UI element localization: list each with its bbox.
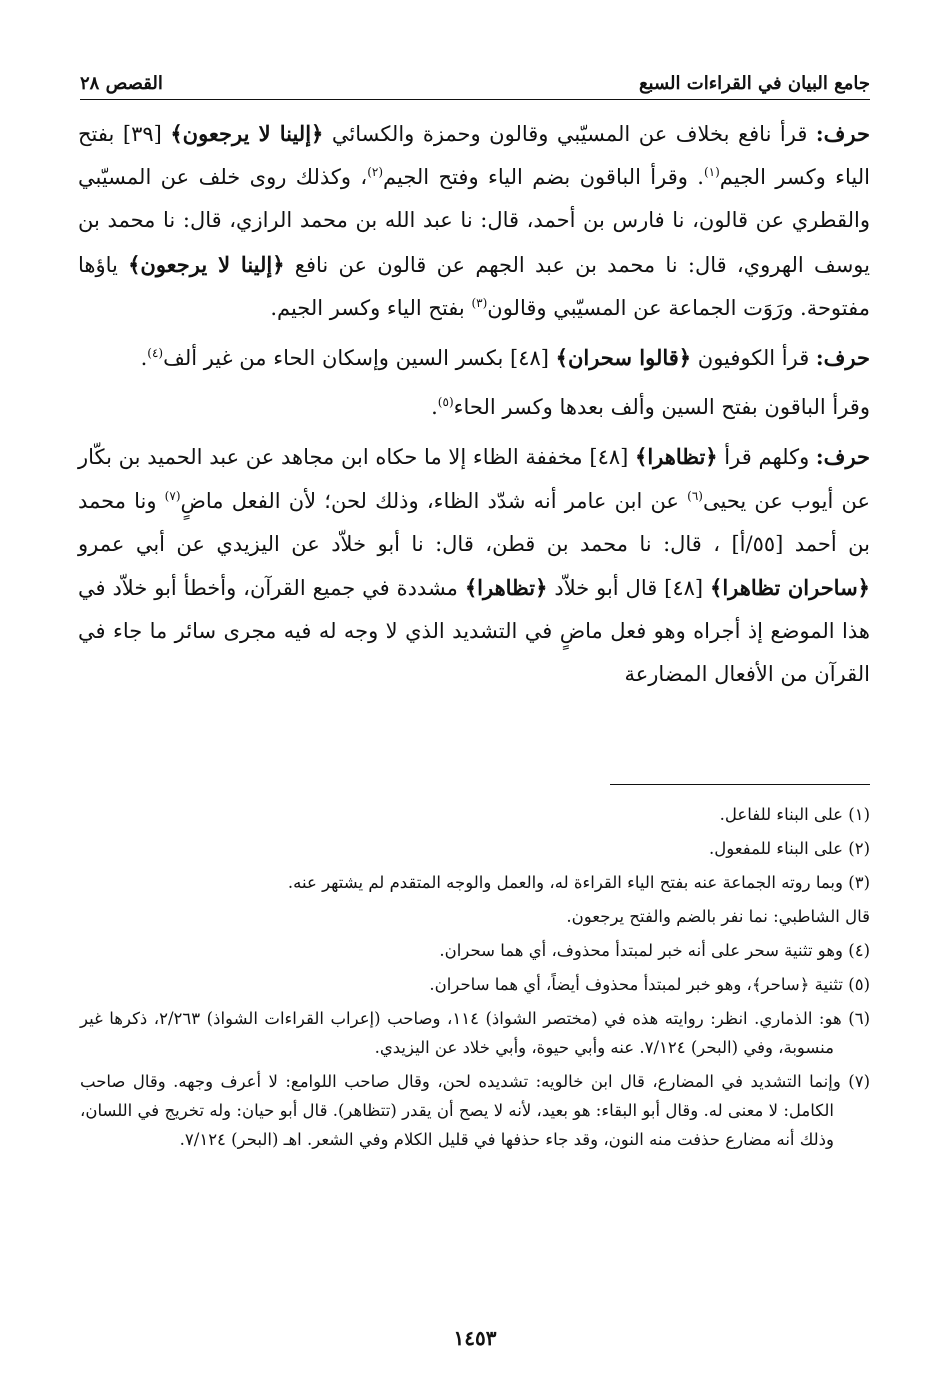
footnote-6: (٦) هو: الذماري. انظر: روايته هذه في (مختصر الشواذ) ١١٤، وصاحب (إعراب القراءات الشواذ) ٢/٢٦٣، ذكرها غير منسوبة، وفي (البحر) ٧/١٢٤. عنه وأبي حيوة، وأبي خلاد عن اليزيدي. (80, 1009, 870, 1057)
footnote-5: (٥) تثنية ﴿ساحر﴾، وهو خبر لمبتدأ محذوف أيضاً، أي هما ساحران. (429, 975, 870, 994)
text-run: ياؤها مفتوحة. ورَوَت الجماعة عن المسيّبي وقالون (78, 252, 870, 320)
text-run: [٤٨] مخففة الظاء إلا ما حكاه ابن مجاهد عن عبد الحميد بن بكّار عن أيوب عن يحيى (78, 445, 870, 513)
book-title: جامع البيان في القراءات السبع (638, 73, 870, 94)
quran-quote: ﴿إلينا لا يرجعون﴾ (170, 121, 324, 146)
footnote-3: (٣) وبما روته الجماعة عنه بفتح الياء القراءة له، والعمل والوجه المتقدم لم يشتهر عنه. (287, 873, 870, 892)
text-run: [٤٨] بكسر السين وإسكان الحاء من غير ألف (163, 346, 556, 371)
footnote-ref: (١) (703, 165, 720, 180)
header-divider (80, 99, 870, 100)
text-run: . وقرأ الباقون بضم الياء وفتح الجيم (383, 165, 704, 190)
text-run: مشددة في جميع القرآن، وأخطأ أبو خلاّد في هذا الموضع إذ أجراه وهو فعل ماضٍ في التشديد الذي لا وجه له فيه مجرى سائر ما جاء في القرآن من الأفعال المضارعة (78, 576, 870, 687)
quran-quote: ﴿تظاهرا﴾ (635, 444, 718, 470)
text-run: وقرأ الباقون بفتح السين وألف بعدها وكسر الحاء (453, 395, 870, 420)
quran-quote: ﴿قالوا سحران﴾ (555, 345, 692, 371)
footnote-7: (٧) وإنما التشديد في المضارع، قال ابن خالويه: تشديده لحن، وقال صاحب اللوامع: لا أعرف وجهه. وقال صاحب الكامل: لا معنى له. وقال أبو البقاء: هو بعيد، لأنه لا يصح أن يقدر (تتظاهر). قال أبو حيان: وله تخريج في اللسان، وذلك أنه مضارع حذفت منه النون، وقد جاء حذفها في قليل الكلام وفي الشعر. اهـ (البحر) ٧/١٢٤. (80, 1072, 870, 1149)
page-number: ١٤٥٣ (453, 1326, 497, 1350)
footnote-ref: (٦) (687, 488, 703, 503)
quran-quote: ﴿تظاهرا﴾ (464, 575, 548, 601)
text-run: قرأ نافع بخلاف عن المسيّبي وقالون وحمزة والكسائي (323, 122, 816, 146)
text-run: [٣٩] بفتح الياء وكسر الجيم (78, 122, 870, 190)
footnote-1: (١) على البناء للفاعل. (719, 805, 870, 824)
text-run: . (140, 346, 148, 371)
running-header (80, 58, 870, 100)
text-run: ونا محمد بن أحمد [٥٥/أ] ، قال: نا محمد بن قطن، قال: نا أبو خلاّد عن اليزيدي عن أبي عمرو (78, 488, 870, 556)
footnote-ref: (٤) (147, 346, 164, 361)
paragraph-lead: حرف: (815, 121, 870, 146)
quran-quote: ﴿إلينا لا يرجعون﴾ (128, 251, 285, 277)
main-text (78, 112, 870, 697)
footnote-ref: (٢) (367, 165, 384, 180)
paragraph-4 (78, 435, 870, 696)
paragraph-lead: حرف: (815, 444, 871, 470)
text-run: قرأ الكوفيون (691, 346, 816, 371)
text-run: بفتح الياء وكسر الجيم. (270, 295, 472, 320)
paragraph-2 (78, 336, 870, 380)
footnote-2: (٢) على البناء للمفعول. (709, 839, 870, 858)
paragraph-lead: حرف: (815, 345, 870, 371)
text-run: ، وكذلك روى خلف عن المسيّبي والقطري عن قالون، نا فارس بن أحمد، قال: نا عبد الله بن محمد الرازي، قال: نا محمد بن يوسف الهروي، قال: نا محمد بن عبد الجهم عن قالون عن نافع (78, 165, 870, 277)
footnote-3-continuation: قال الشاطبي: نما نفر بالضم والفتح يرجعون. (566, 907, 870, 926)
text-run: عن ابن عامر أنه شدّد الظاء، وذلك لحن؛ لأن الفعل ماضٍ (180, 488, 688, 513)
paragraph-1 (78, 112, 870, 330)
text-run: وكلهم قرأ (717, 445, 816, 470)
footnotes-section (80, 800, 870, 1159)
footnote-4: (٤) وهو تثنية سحر على أنه خبر لمبتدأ محذوف، أي هما سحران. (439, 941, 870, 960)
footnote-ref: (٧) (164, 488, 181, 503)
paragraph-3 (78, 386, 870, 429)
footnote-ref: (٥) (437, 395, 454, 410)
text-run: . (431, 395, 438, 420)
footnote-divider (610, 784, 870, 785)
quran-quote: ﴿ساحران تظاهرا﴾ (710, 575, 870, 601)
text-run: [٤٨] قال أبو خلاّد (547, 576, 711, 601)
chapter-label: القصص ٢٨ (80, 73, 163, 94)
footnote-ref: (٣) (471, 295, 488, 310)
